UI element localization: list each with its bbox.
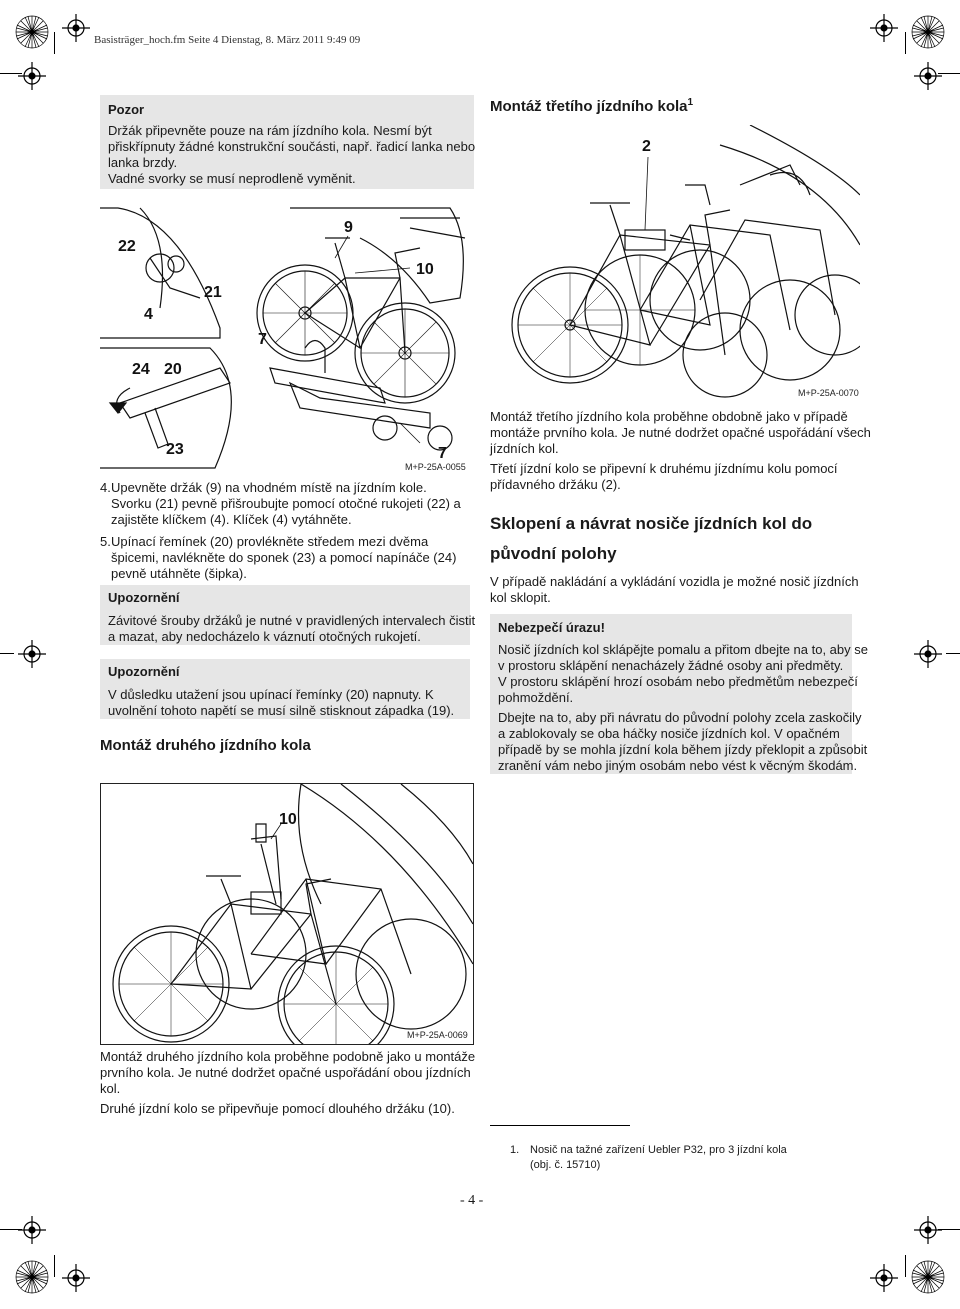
danger-line: případě by se mohla jízdní kola během jízdy překlopit a způsobit bbox=[498, 742, 868, 757]
danger-line: a zablokovaly se oba háčky nosiče jízdních kol. V opačném bbox=[498, 726, 840, 741]
label-23: 23 bbox=[166, 441, 184, 458]
crosshair-icon bbox=[18, 640, 46, 668]
danger-line: v prostoru sklápění nenacházely žádné osoby ani předměty. bbox=[498, 658, 844, 673]
paragraph-line: prvního kola. Je nutné dodržet opačné uspořádání obou jízdních bbox=[100, 1065, 471, 1080]
registration-sunburst-icon bbox=[14, 14, 50, 50]
notice-line: a mazat, aby nedocházelo k váznutí otočných rukojetí. bbox=[108, 629, 421, 644]
paragraph-line: Montáž třetího jízdního kola proběhne obdobně jako v případě bbox=[490, 409, 848, 424]
paragraph-line: kol sklopit. bbox=[490, 590, 551, 605]
caution-line: lanka brzdy. bbox=[108, 155, 178, 170]
figure-code: M+P-25A-0070 bbox=[798, 388, 859, 398]
crosshair-icon bbox=[18, 62, 46, 90]
paragraph-line: přídavného držáku (2). bbox=[490, 477, 621, 492]
crosshair-icon bbox=[914, 640, 942, 668]
registration-sunburst-icon bbox=[910, 14, 946, 50]
figure-second-bike bbox=[100, 783, 474, 1045]
danger-box bbox=[490, 614, 868, 774]
crosshair-icon bbox=[62, 1264, 90, 1292]
step-line: Upínací řemínek (20) provlékněte středem mezi dvěma bbox=[111, 534, 429, 549]
section-heading bbox=[490, 97, 693, 115]
crop-mark bbox=[905, 32, 906, 54]
label-7: 7 bbox=[258, 331, 267, 348]
section-heading: Montáž druhého jízdního kola bbox=[100, 737, 311, 754]
footnote-rule bbox=[490, 1125, 630, 1126]
step-number: 4. bbox=[100, 480, 111, 495]
label-9: 9 bbox=[344, 219, 353, 236]
crop-mark bbox=[0, 73, 22, 74]
notice-title: Upozornění bbox=[108, 590, 180, 605]
danger-line: V prostoru sklápění hrozí osobám nebo předmětům nebezpečí bbox=[498, 674, 858, 689]
notice-box bbox=[100, 585, 476, 645]
notice-line: uvolnění tohoto napětí se musí silně stisknout západka (19). bbox=[108, 703, 455, 718]
step-line: zajistěte klíčkem (4). Klíček (4) vytáhněte. bbox=[111, 512, 352, 527]
crop-mark bbox=[946, 653, 960, 654]
running-header: Basisträger_hoch.fm Seite 4 Dienstag, 8. März 2011 9:49 09 bbox=[94, 34, 361, 46]
page-number: - 4 - bbox=[460, 1193, 484, 1208]
crosshair-icon bbox=[18, 1216, 46, 1244]
third-bike-illustration bbox=[490, 125, 860, 400]
step-item bbox=[100, 480, 480, 528]
caution-box bbox=[100, 95, 474, 189]
step-line: pevně utáhněte (šipka). bbox=[111, 566, 247, 581]
step-item bbox=[100, 534, 480, 582]
caution-line: přiskřípnuty žádné konstrukční součásti, např. řadicí lanka nebo bbox=[108, 139, 476, 154]
crosshair-icon bbox=[914, 62, 942, 90]
notice-line: V důsledku utažení jsou upínací řemínky (20) napnuty. K bbox=[108, 687, 434, 702]
label-7b: 7 bbox=[438, 445, 447, 462]
footnote-line: (obj. č. 15710) bbox=[530, 1159, 601, 1171]
second-bike-illustration bbox=[101, 784, 473, 1044]
step-line: špicemi, navlékněte do sponek (23) a pomocí napínáče (24) bbox=[111, 550, 457, 565]
notice-box bbox=[100, 659, 470, 719]
crop-mark bbox=[54, 32, 55, 54]
crop-mark bbox=[54, 1255, 55, 1277]
section-heading: Sklopení a návrat nosiče jízdních kol do bbox=[490, 514, 813, 533]
heading-text: Montáž třetího jízdního kola bbox=[490, 98, 688, 115]
danger-line: Nosič jízdních kol sklápějte pomalu a přitom dbejte na to, aby se bbox=[498, 642, 868, 657]
danger-line: Dbejte na to, aby při návratu do původní polohy zcela zaskočily bbox=[498, 710, 862, 725]
footnote-line: Nosič na tažné zařízení Uebler P32, pro 3 jízdní kola bbox=[530, 1144, 787, 1156]
crosshair-icon bbox=[870, 14, 898, 42]
step-line: Svorku (21) pevně přišroubujte pomocí otočné rukojeti (22) a bbox=[111, 496, 461, 511]
footnote-ref: 1 bbox=[687, 97, 694, 108]
notice-line: Závitové šrouby držáků je nutné v pravidlených intervalech čistit bbox=[108, 613, 476, 628]
crop-mark bbox=[938, 73, 960, 74]
label-4: 4 bbox=[144, 306, 153, 323]
label-24: 24 bbox=[132, 361, 150, 378]
crosshair-icon bbox=[914, 1216, 942, 1244]
figure-code: M+P-25A-0069 bbox=[407, 1030, 468, 1040]
bike-holder-illustration bbox=[100, 198, 470, 473]
label-10: 10 bbox=[416, 261, 434, 278]
crosshair-icon bbox=[62, 14, 90, 42]
paragraph-line: jízdních kol. bbox=[490, 441, 559, 456]
label-21: 21 bbox=[204, 284, 222, 301]
paragraph-line: montáže prvního kola. Je nutné dodržet opačné uspořádání všech bbox=[490, 425, 871, 440]
caution-line: Vadné svorky se musí neprodleně vyměnit. bbox=[108, 171, 356, 186]
step-line: Upevněte držák (9) na vhodném místě na jízdním kole. bbox=[111, 480, 427, 495]
danger-line: pohmoždění. bbox=[498, 690, 574, 705]
figure-code: M+P-25A-0055 bbox=[405, 462, 466, 472]
paragraph-line: kol. bbox=[100, 1081, 121, 1096]
danger-title: Nebezpečí úrazu! bbox=[498, 620, 605, 635]
label-2: 2 bbox=[642, 138, 651, 155]
figure-mounting-first-bike bbox=[100, 198, 470, 473]
caution-title: Pozor bbox=[108, 102, 145, 117]
registration-sunburst-icon bbox=[910, 1259, 946, 1295]
notice-title: Upozornění bbox=[108, 664, 180, 679]
paragraph-line: Montáž druhého jízdního kola proběhne podobně jako u montáže bbox=[100, 1049, 476, 1064]
figure-third-bike bbox=[490, 125, 860, 400]
paragraph-line: V případě nakládání a vykládání vozidla je možné nosič jízdních bbox=[490, 574, 859, 589]
crosshair-icon bbox=[870, 1264, 898, 1292]
crop-mark bbox=[938, 1229, 960, 1230]
step-number: 5. bbox=[100, 534, 111, 549]
crop-mark bbox=[0, 1229, 22, 1230]
paragraph-line: Třetí jízdní kolo se připevní k druhému jízdnímu kolu pomocí bbox=[490, 461, 838, 476]
label-22: 22 bbox=[118, 238, 136, 255]
footnote-number: 1. bbox=[510, 1144, 520, 1156]
crop-mark bbox=[0, 653, 14, 654]
crop-mark bbox=[905, 1255, 906, 1277]
label-20: 20 bbox=[164, 361, 182, 378]
section-heading: původní polohy bbox=[490, 544, 617, 563]
caution-line: Držák připevněte pouze na rám jízdního kola. Nesmí být bbox=[108, 123, 432, 138]
registration-sunburst-icon bbox=[14, 1259, 50, 1295]
paragraph-line: Druhé jízdní kolo se připevňuje pomocí dlouhého držáku (10). bbox=[100, 1101, 455, 1116]
label-10: 10 bbox=[279, 811, 297, 828]
danger-line: zranění vám nebo jiným osobám nebo vést k věcným škodám. bbox=[498, 758, 858, 773]
